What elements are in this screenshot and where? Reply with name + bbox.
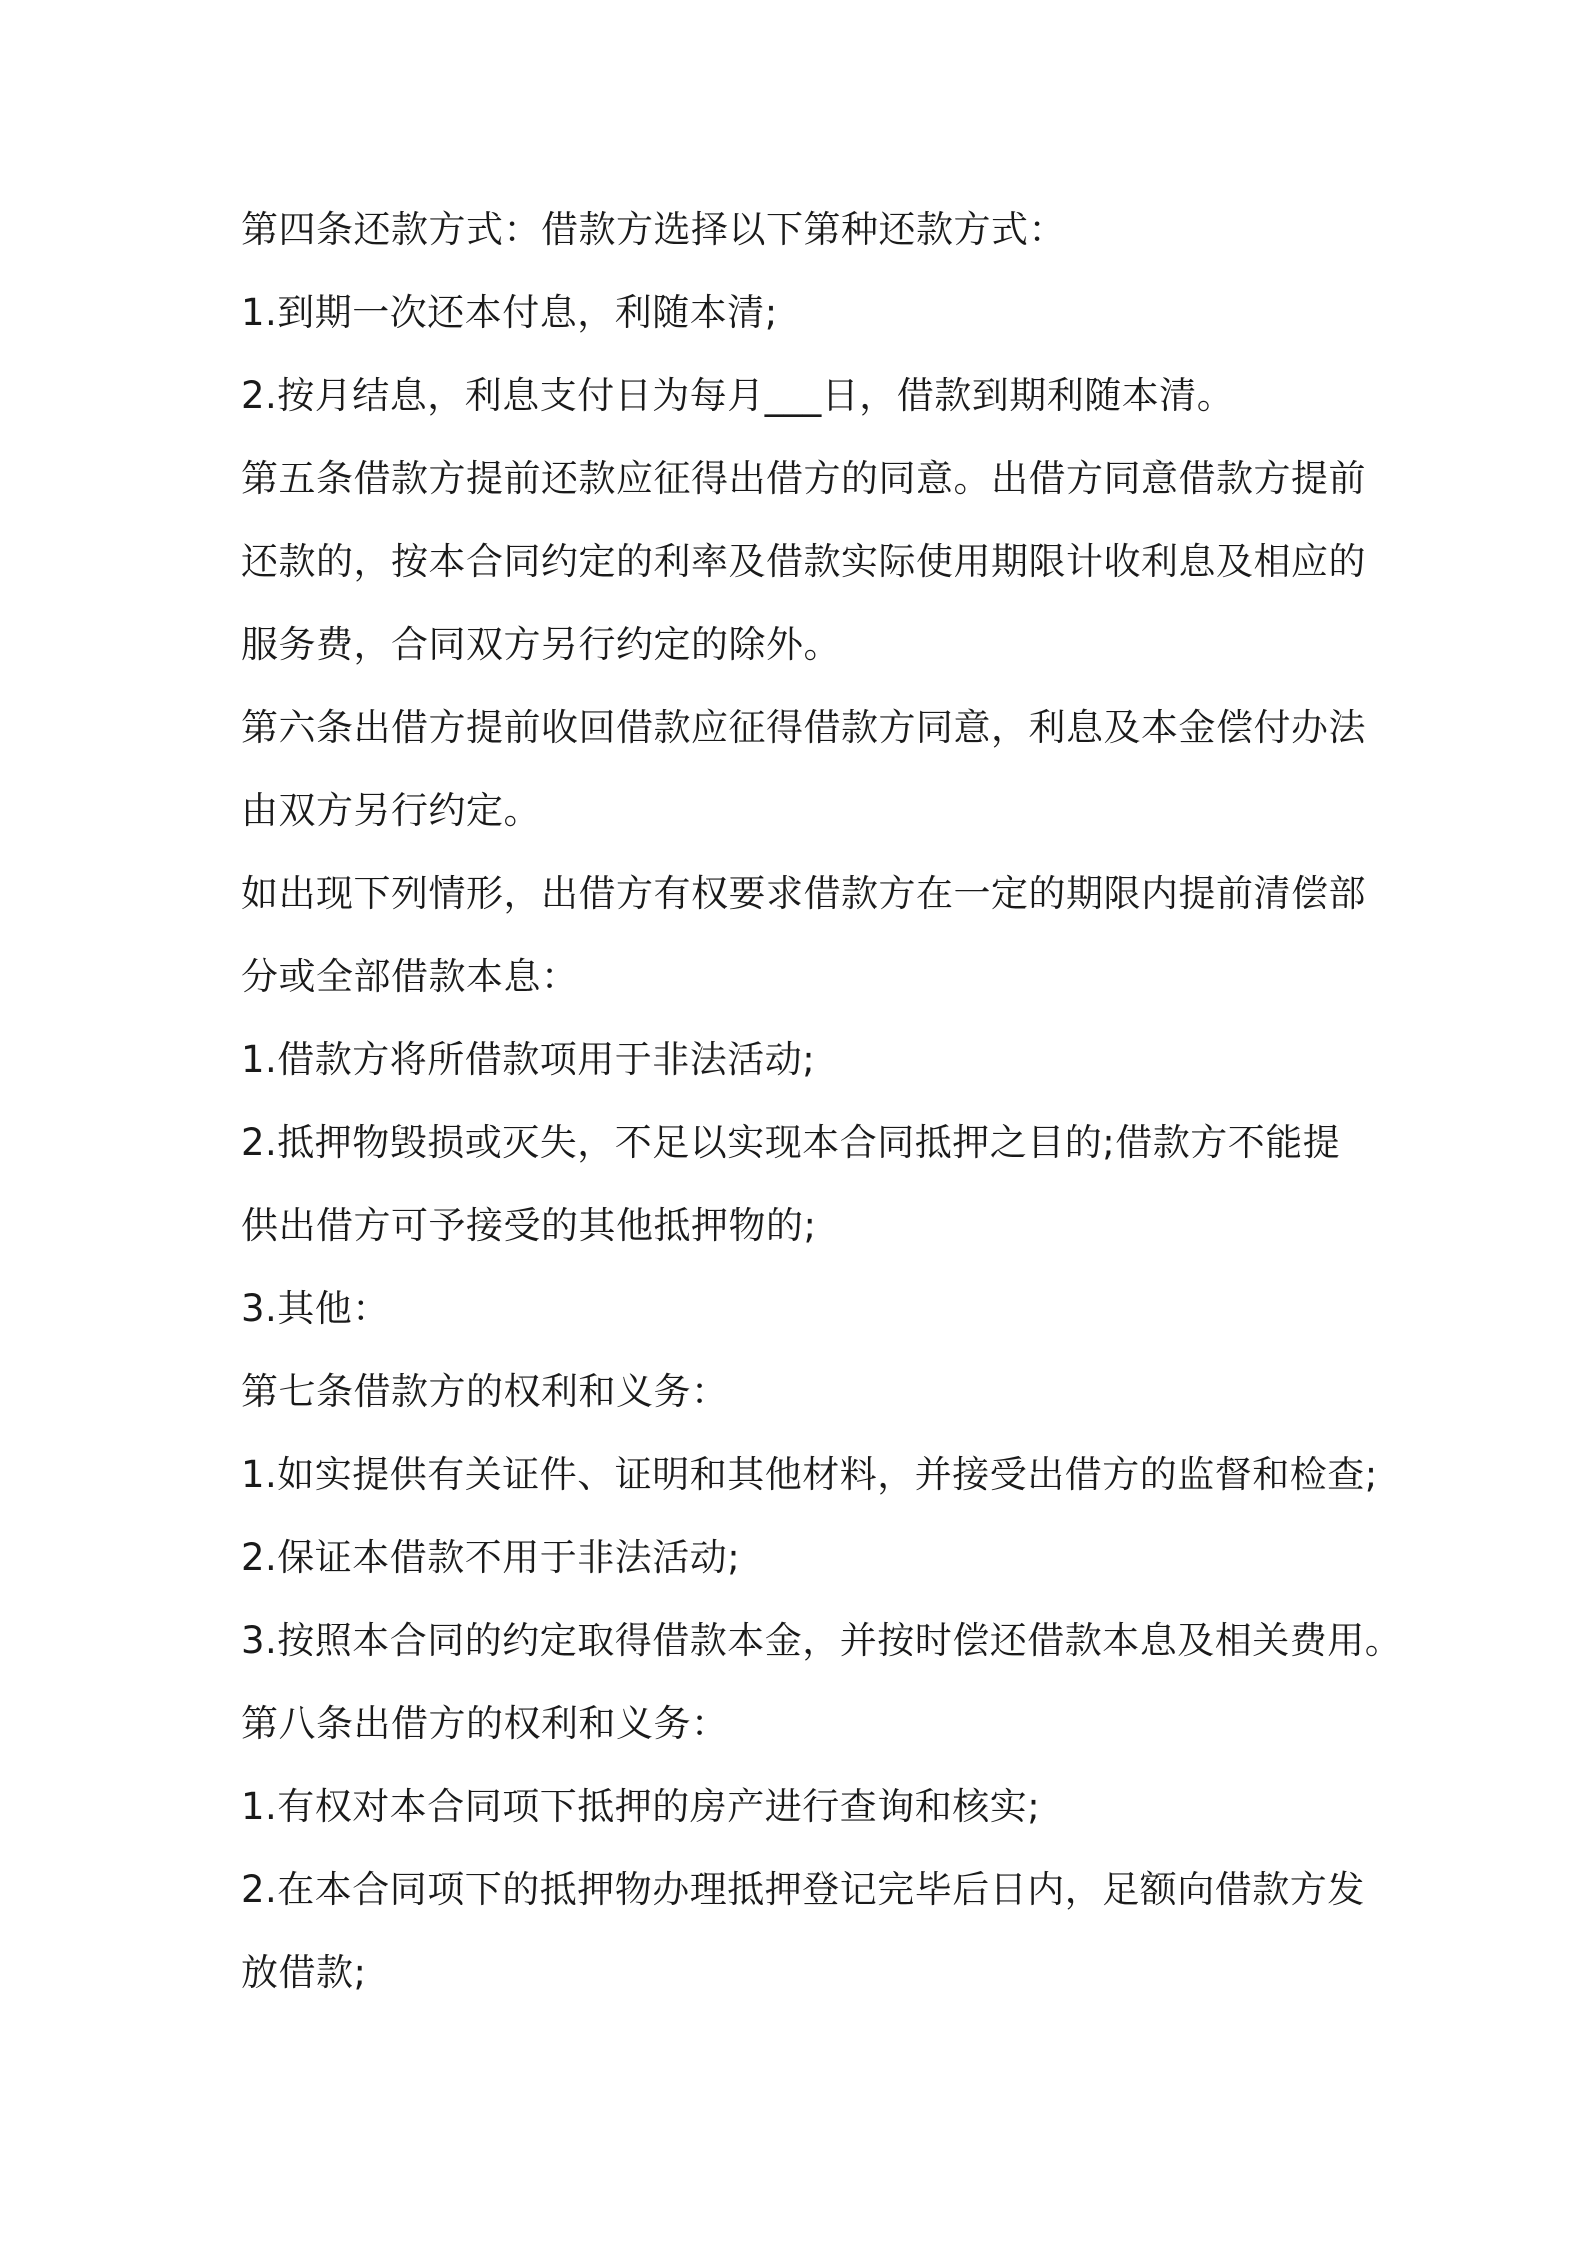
early-repayment-clause-line-2: 分或全部借款本息： [241, 955, 579, 998]
article-8-heading: 第八条出借方的权利和义务： [241, 1702, 729, 1745]
article-7-item-3: 3.按照本合同的约定取得借款本金，并按时偿还借款本息及相关费用。 [241, 1619, 1403, 1662]
article-5-line-1: 第五条借款方提前还款应征得出借方的同意。出借方同意借款方提前 [241, 457, 1366, 500]
article-6-line-1: 第六条出借方提前收回借款应征得借款方同意，利息及本金偿付办法 [241, 706, 1366, 749]
article-7-heading: 第七条借款方的权利和义务： [241, 1370, 729, 1413]
article-7-item-1: 1.如实提供有关证件、证明和其他材料，并接受出借方的监督和检查; [241, 1453, 1378, 1496]
article-8-item-2-line-1: 2.在本合同项下的抵押物办理抵押登记完毕后日内，足额向借款方发 [241, 1868, 1365, 1911]
document-body [241, 188, 1403, 2014]
article-6-line-2: 由双方另行约定。 [241, 789, 541, 832]
article-5-line-2: 还款的，按本合同约定的利率及借款实际使用期限计收利息及相应的 [241, 540, 1366, 583]
article-8-item-2-line-2: 放借款; [241, 1951, 367, 1994]
article-4-item-1: 1.到期一次还本付息，利随本清; [241, 291, 778, 334]
article-4-item-2: 2.按月结息，利息支付日为每月___日，借款到期利随本清。 [241, 374, 1235, 417]
article-8-item-1: 1.有权对本合同项下抵押的房产进行查询和核实; [241, 1785, 1041, 1828]
early-repayment-clause-line-1: 如出现下列情形，出借方有权要求借款方在一定的期限内提前清偿部 [241, 872, 1366, 915]
early-repayment-item-1: 1.借款方将所借款项用于非法活动; [241, 1038, 816, 1081]
early-repayment-item-3: 3.其他： [241, 1287, 390, 1330]
article-5-line-3: 服务费，合同双方另行约定的除外。 [241, 623, 841, 666]
early-repayment-item-2-line-1: 2.抵押物毁损或灭失，不足以实现本合同抵押之目的;借款方不能提 [241, 1121, 1341, 1164]
article-4-heading: 第四条还款方式：借款方选择以下第种还款方式： [241, 208, 1066, 251]
article-7-item-2: 2.保证本借款不用于非法活动; [241, 1536, 741, 1579]
early-repayment-item-2-line-2: 供出借方可予接受的其他抵押物的; [241, 1204, 817, 1247]
